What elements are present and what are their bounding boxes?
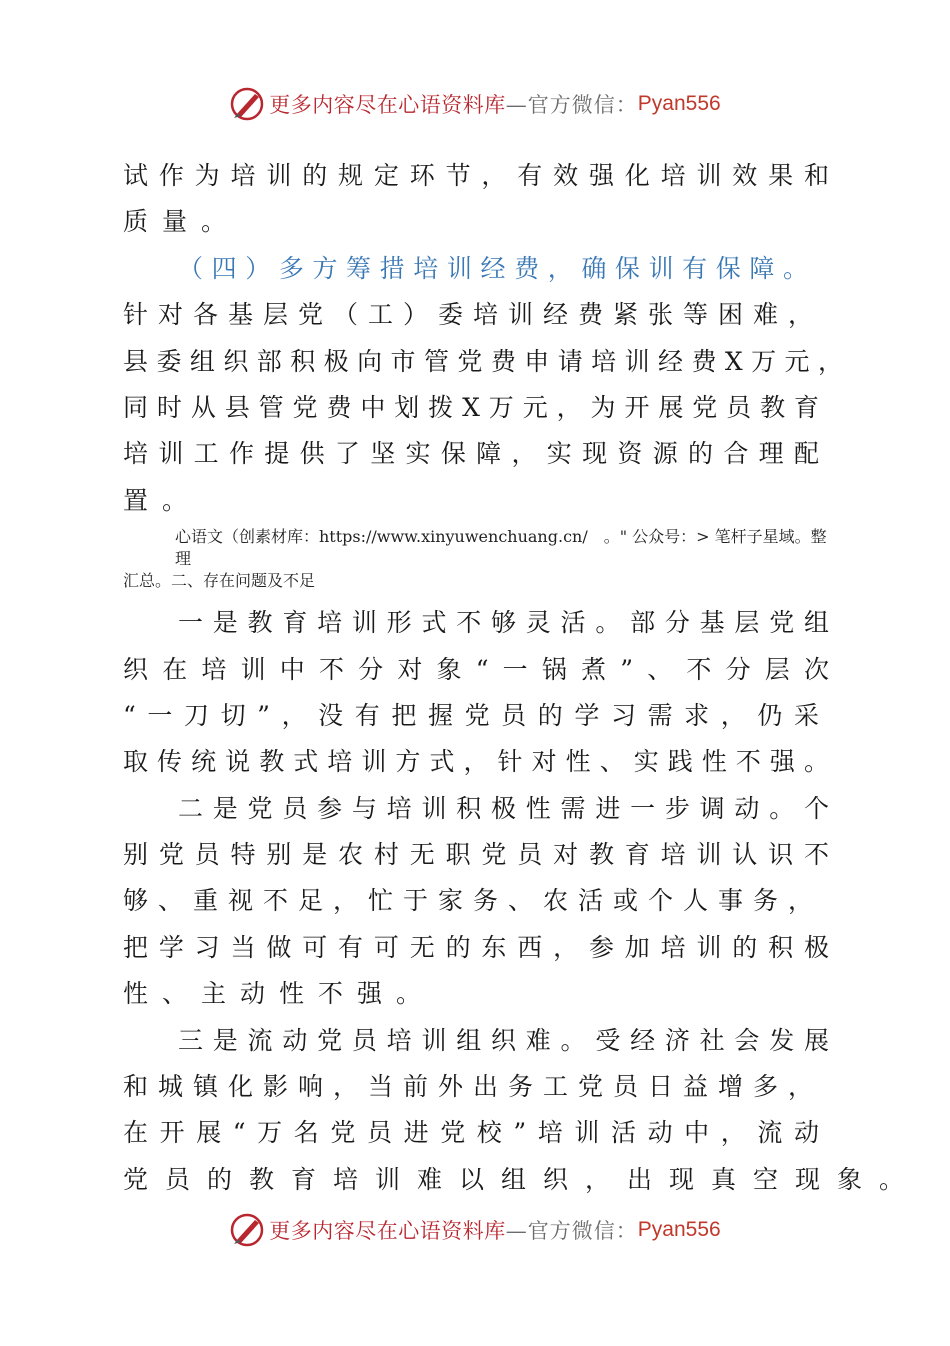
document-body [123, 153, 922, 1203]
text-line: 性、主动性不强。 [123, 979, 436, 1009]
note-line: 汇总。二、存在问题及不足 [123, 571, 316, 591]
source-note [123, 526, 829, 592]
paragraph [123, 292, 843, 524]
text-line: 质量。 [123, 207, 241, 237]
text-line: 三是流动党员培训组织难。受经济社会发展 [178, 1025, 829, 1055]
text-line: 试作为培训的规定环节，有效强化培训效果和 [123, 161, 829, 190]
text-line: 把学习当做可有可无的东西，参加培训的积极 [123, 932, 829, 962]
banner-content [229, 86, 720, 122]
text-line: 置。 [123, 485, 202, 515]
text-line: 党员的教育培训难以组织，出现真空现象。 [123, 1164, 922, 1194]
banner-handle: Pyan556 [637, 92, 721, 115]
paragraph [123, 600, 829, 786]
text-line: 同时从县管党费中划拨X万元，为开展党员教育 [123, 392, 819, 422]
pen-logo-icon [229, 86, 265, 122]
paragraph [123, 786, 829, 1018]
banner-dash: —官方微信： [505, 93, 638, 117]
text-line: 和城镇化影响，当前外出务工党员日益增多， [123, 1072, 813, 1102]
text-line: 别党员特别是农村无职党员对教育培训认识不 [123, 840, 829, 870]
heading-line: （四）多方筹措培训经费，确保训有保障。 [178, 253, 808, 283]
text-line: 培训工作提供了坚实保障，实现资源的合理配 [123, 439, 819, 469]
footer-banner [0, 1208, 950, 1252]
text-line: 取传统说教式培训方式，针对性、实践性不强。 [123, 747, 829, 777]
text-line: 县委组织部积极向市管党费申请培训经费X万元， [123, 346, 843, 376]
header-banner [0, 82, 950, 126]
text-line: 针对各基层党（工）委培训经费紧张等困难， [123, 300, 813, 330]
paragraph [123, 153, 829, 246]
text-line: 织在培训中不分对象“一锅煮”、不分层次 [123, 654, 829, 684]
paragraph [123, 1018, 922, 1204]
pen-logo-icon [229, 1212, 265, 1248]
banner-brand: 更多内容尽在心语资料库 [269, 93, 506, 117]
banner-handle: Pyan556 [637, 1218, 721, 1241]
text-line: 够、重视不足，忙于家务、农活或个人事务， [123, 886, 813, 916]
banner-dash: —官方微信： [505, 1219, 638, 1243]
banner-brand: 更多内容尽在心语资料库 [269, 1219, 506, 1243]
text-line: “一刀切”，没有把握党员的学习需求，仍采 [123, 700, 819, 730]
text-line: 二是党员参与培训积极性需进一步调动。个 [178, 793, 829, 823]
text-line: 在开展“万名党员进党校”培训活动中，流动 [123, 1118, 819, 1148]
section-heading [123, 246, 829, 292]
text-line: 一是教育培训形式不够灵活。部分基层党组 [178, 608, 829, 638]
banner-content [229, 1212, 720, 1248]
note-line: 心语文（创素材库：https://www.xinyuwenchuang.cn/ 。" 公众号：> 笔杆子星域。整理 [175, 527, 827, 569]
